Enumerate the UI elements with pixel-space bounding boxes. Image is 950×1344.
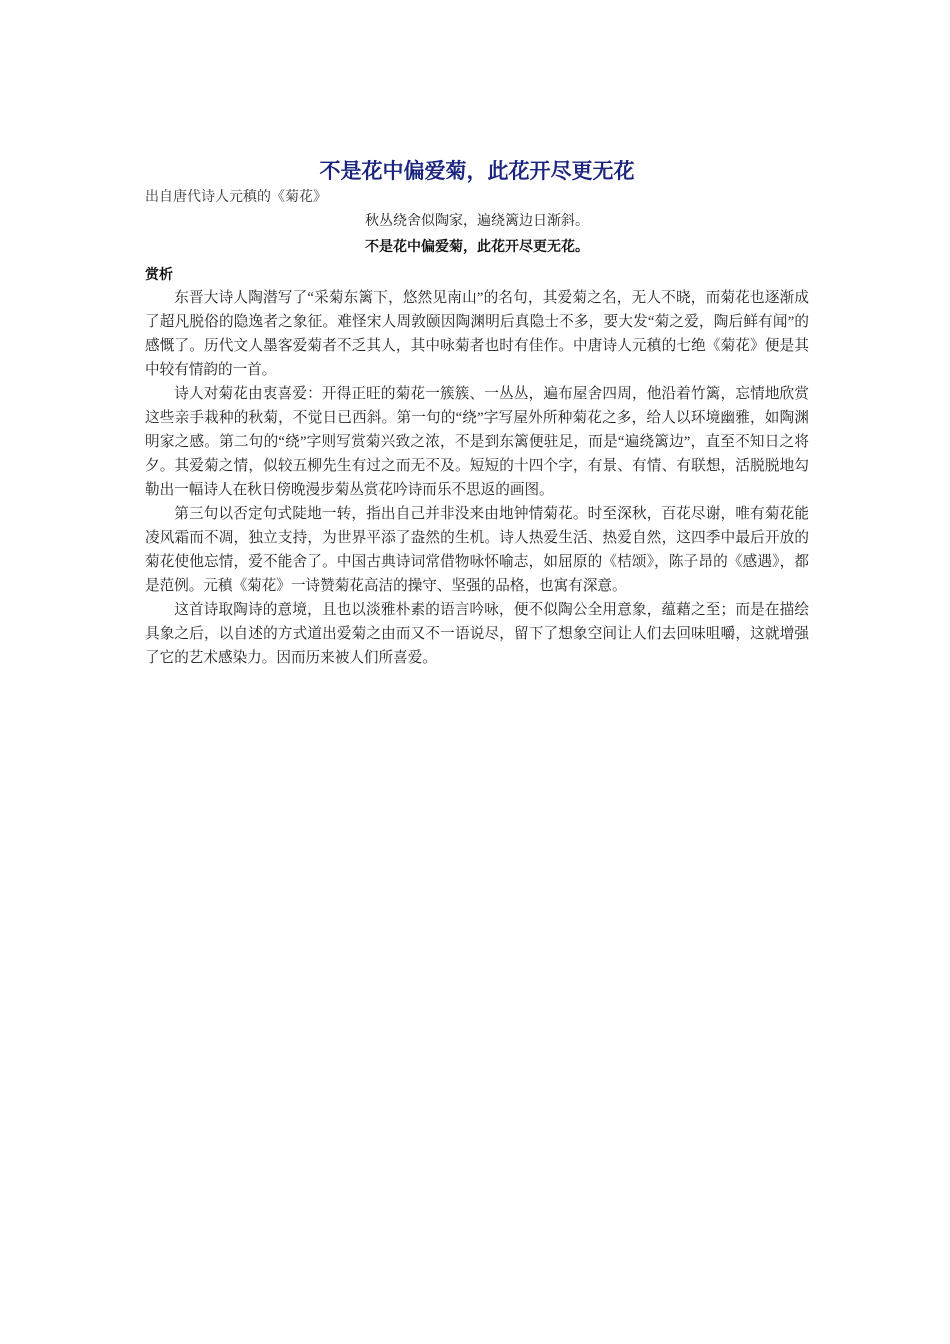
poem-line-2: 不是花中偏爱菊，此花开尽更无花。	[365, 238, 589, 254]
paragraph-3: 第三句以否定句式陡地一转，指出自己并非没来由地钟情菊花。时至深秋，百花尽谢，唯有菊花能凌风霜而不凋，独立支持，为世界平添了盎然的生机。诗人热爱生活、热爱自然，这四季中最后开放的菊花使他忘情，爱不能舍了。中国古典诗词常借物咏怀喻志，如屈原的《桔颂》，陈子昂的《感遇》，都是范例。元稹《菊花》一诗赞菊花高洁的操守、坚强的品格，也寓有深意。	[145, 506, 809, 594]
page-title: 不是花中偏爱菊，此花开尽更无花	[319, 160, 635, 183]
poem-line-1: 秋丛绕舍似陶家，遍绕篱边日渐斜。	[365, 214, 589, 229]
document-content	[145, 158, 809, 670]
source-line: 出自唐代诗人元稹的《菊花》	[145, 190, 327, 205]
paragraph-1: 东晋大诗人陶潜写了“采菊东篱下，悠然见南山”的名句，其爱菊之名，无人不晓，而菊花也逐渐成了超凡脱俗的隐逸者之象征。难怪宋人周敦颐因陶渊明后真隐士不多，要大发“菊之爱，陶后鲜有闻”的感慨了。历代文人墨客爱菊者不乏其人，其中咏菊者也时有佳作。中唐诗人元稹的七绝《菊花》便是其中较有情韵的一首。	[145, 290, 809, 378]
paragraph-2: 诗人对菊花由衷喜爱：开得正旺的菊花一簇簇、一丛丛，遍布屋舍四周，他沿着竹篱，忘情地欣赏这些亲手栽种的秋菊，不觉日已西斜。第一句的“绕”字写屋外所种菊花之多，给人以环境幽雅，如陶渊明家之感。第二句的“绕”字则写赏菊兴致之浓，不是到东篱便驻足，而是“遍绕篱边”，直至不知日之将夕。其爱菊之情，似较五柳先生有过之而无不及。短短的十四个字，有景、有情、有联想，活脱脱地勾勒出一幅诗人在秋日傍晚漫步菊丛赏花吟诗而乐不思返的画图。	[145, 386, 809, 498]
paragraph-4: 这首诗取陶诗的意境，且也以淡雅朴素的语言吟咏，便不似陶公全用意象，蕴藉之至；而是在描绘具象之后，以自述的方式道出爱菊之由而又不一语说尽，留下了想象空间让人们去回味咀嚼，这就增强了它的艺术感染力。因而历来被人们所喜爱。	[145, 602, 809, 666]
section-heading-appreciation: 赏析	[145, 266, 173, 282]
